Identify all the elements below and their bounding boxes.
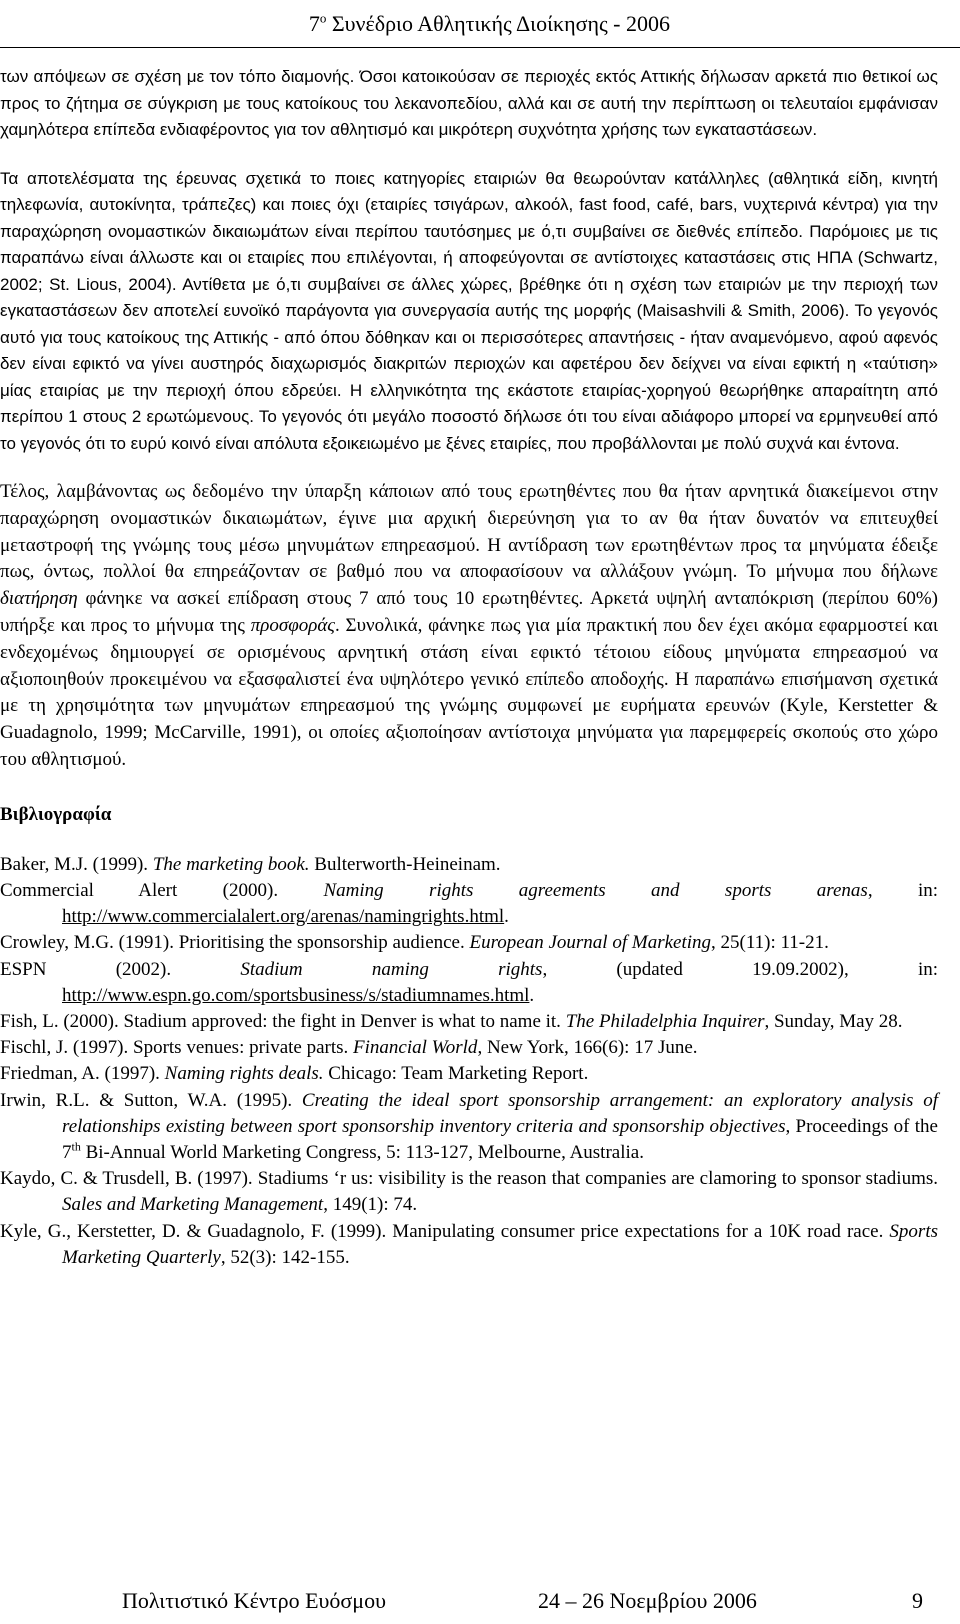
footer-venue: Πολιτιστικό Κέντρο Ευόσμου (122, 1588, 386, 1613)
reference-link[interactable]: http://www.espn.go.com/sportsbusiness/s/stadiumnames.html (62, 984, 530, 1006)
reference-item: ESPN (2002). Stadium naming rights, (updated 19.09.2002), in: http://www.espn.go.com/sportsbusiness/s/stadiumnames.html. (0, 958, 938, 1006)
reference-item: Fischl, J. (1997). Sports venues: private parts. Financial World, New York, 166(6): 17 June. (0, 1037, 698, 1059)
paragraph-3-part-3: . Συνολικά, φάνηκε πως για μία πρακτική που δεν έχει ακόμα εφαρμοστεί και ενδεχομένως δημιουργεί σε ορισμένους αρνητική στάση είναι εφικτό τέτοιου είδους μηνύματα επηρεασμού να αξιοποιηθούν προκειμένου να εξασφαλιστεί ένα υψηλότερο γενικό επίπεδο αποδοχής. Η παραπάνω επισήμανση σχετικά με τη χρησιμότητα των μηνυμάτων επηρεασμού της γνώμης συμφωνεί με ευρήματα ερευνών (Kyle, Kerstetter & Guadagnolo, 1999; McCarville, 1991), οι οποίες αξιοποίησαν αντίστοιχα μηνύματα για παρεμφερείς σκοπούς στο χώρο του αθλητισμού. (0, 614, 938, 770)
bibliography-title: Βιβλιογραφία (0, 803, 112, 825)
page-number: 9 (912, 1588, 923, 1613)
page-header (0, 0, 960, 48)
conference-number: 7 (308, 10, 320, 36)
reference-item: Fish, L. (2000). Stadium approved: the fight in Denver is what to name it. The Philadelphia Inquirer, Sunday, May 28. (0, 1010, 903, 1032)
reference-item: Commercial Alert (2000). Naming rights agreements and sports arenas, in: http://www.commercialalert.org/arenas/namingrights.html. (0, 879, 939, 928)
reference-item: Friedman, A. (1997). Naming rights deals. Chicago: Team Marketing Report. (0, 1063, 589, 1085)
paragraph-3 (0, 479, 938, 774)
header-title (309, 11, 670, 37)
footer-dates: 24 – 26 Νοεμβρίου 2006 (538, 1588, 757, 1613)
reference-link[interactable]: http://www.commercialalert.org/arenas/namingrights.html (62, 906, 505, 928)
paragraph-3-italic-1: διατήρηση (0, 588, 78, 610)
paragraph-2: Τα αποτελέσματα της έρευνας σχετικά το ποιες κατηγορίες εταιριών θα θεωρούνταν κατάλληλες (αθλητικά είδη, κινητή τηλεφωνία, αυτοκίνητα, τράπεζες) και ποιες όχι (εταιρίες τσιγάρων, αλκοόλ, fast food, café, bars, νυχτερινά κέντρα) για την παραχώρηση ονομαστικών δικαιωμάτων είναι περίπου ταυτόσημες με ό,τι συμβαίνει σε διεθνές επίπεδο. Παρόμοιες με τις παραπάνω είναι άλλωστε και οι εταιρίες που επιλέγονται, ή αποφεύγονται σε αντίστοιχες καταστάσεις στις ΗΠΑ (Schwartz, 2002; St. Lious, 2004). Αντίθετα με ό,τι συμβαίνει σε άλλες χώρες, βρέθηκε ότι η σχέση των εταιριών με την περιοχή των εγκαταστάσεων δεν αποτελεί ευνοϊκό παράγοντα για συνεργασία αυτής της μορφής (Maisashvili & Smith, 2006). Το γεγονός αυτό για τους κατοίκους της Αττικής - από όπου δόθηκαν και οι περισσότερες απαντήσεις - ήταν αναμενόμενο, αφού αφενός δεν είναι εφικτό να γίνει αυστηρός διαχωρισμός διακριτών περιοχών και αφετέρου δεν δείχνει να είναι εφικτή η «ταύτιση» μίας εταιρίας με την περιοχή όπου εδρεύει. Η ελληνικότητα της εκάστοτε εταιρίας-χορηγού θεωρήθηκε απαραίτητη από περίπου 1 στους 2 ερωτώμενους. Το γεγονός ότι μεγάλο ποσοστό δήλωσε ότι του είναι αδιάφορο μπορεί να ερμηνευθεί από το γεγονός ότι το ευρύ κοινό είναι απόλυτα εξοικειωμένο με ξένες εταιρίες, που προβάλλονται με πολύ συχνά και έντονα. (0, 168, 938, 453)
reference-item: Kyle, G., Kerstetter, D. & Guadagnolo, F. (1999). Manipulating consumer price expectations for a 10K road race. Sports Marketing Quarterly, 52(3): 142-155. (0, 1220, 938, 1268)
page-footer (0, 1578, 938, 1624)
reference-item: Kaydo, C. & Trusdell, B. (1997). Stadiums ‘r us: visibility is the reason that companies are clamoring to sponsor stadiums. Sales and Marketing Management, 149(1): 74. (0, 1168, 938, 1216)
reference-item: Crowley, M.G. (1991). Prioritising the sponsorship audience. European Journal of Marketing, 25(11): 11-21. (0, 932, 829, 954)
reference-item: Baker, M.J. (1999). The marketing book. Bulterworth-Heineinam. (0, 853, 501, 875)
page-content (0, 64, 938, 1271)
paragraph-3-part-2: φάνηκε να ασκεί επίδραση στους 7 από τους 10 ερωτηθέντες. Αρκετά υψηλή ανταπόκριση (περίπου 60%) υπήρξε και προς το μήνυμα της (0, 588, 938, 636)
conference-number-superscript: ο (319, 10, 327, 26)
reference-item: Irwin, R.L. & Sutton, W.A. (1995). Creating the ideal sport sponsorship arrangement: an exploratory analysis of relationships existing between sport sponsorship inventory criteria and sponsorship objectives, Proceedings of the 7th Bi-Annual World Marketing Congress, 5: 113-127, Melbourne, Australia. (0, 1089, 938, 1163)
paragraph-3-italic-2: προσφοράς (250, 614, 336, 636)
bibliography-list (0, 852, 938, 1271)
paragraph-3-part-1: Τέλος, λαμβάνοντας ως δεδομένο την ύπαρξη κάποιων από τους ερωτηθέντες που θα ήταν αρνητικά διακείμενοι στην παραχώρηση ονομαστικών δικαιωμάτων, έγινε μια αρχική διερεύνηση για το αν θα ήταν δυνατόν να επιτευχθεί μεταστροφή της γνώμης τους μέσω μηνυμάτων επηρεασμού. Η αντίδραση των ερωτηθέντων προς τα μηνύματα έδειξε πως, όντως, πολλοί θα επηρεάζονταν σε βαθμό που να αποφασίσουν να αλλάξουν γνώμη. Το μήνυμα που δήλωνε (0, 481, 938, 583)
conference-title: Συνέδριο Αθλητικής Διοίκησης - 2006 (326, 10, 670, 36)
paragraph-1: των απόψεων σε σχέση με τον τόπο διαμονής. Όσοι κατοικούσαν σε περιοχές εκτός Αττικής δήλωσαν αρκετά πιο θετικοί ως προς το ζήτημα σε σύγκριση με τους κατοίκους του λεκανοπεδίου, αλλά και σε αυτή την περίπτωση οι τελευταίοι εμφάνισαν χαμηλότερα επίπεδα ενδιαφέροντος για τον αθλητισμό και μικρότερη συχνότητα χρήσης των εγκαταστάσεων. (0, 67, 938, 139)
